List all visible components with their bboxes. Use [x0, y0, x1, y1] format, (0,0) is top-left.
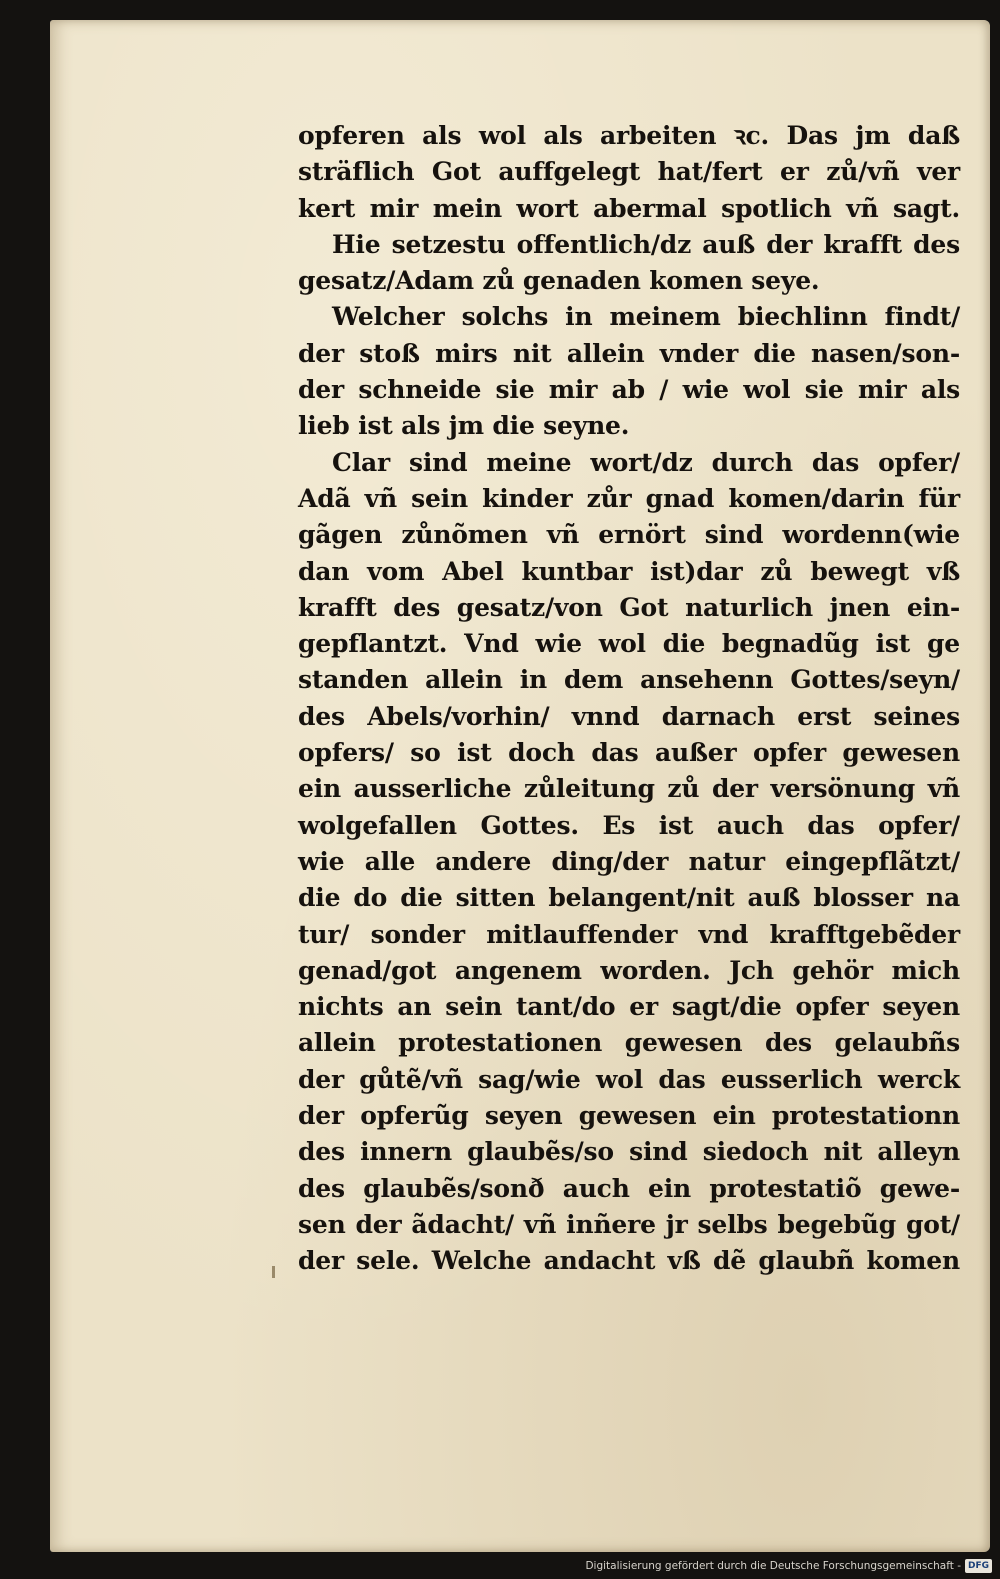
text-line: krafft des gesatz/von Got naturlich jnen ein- — [298, 592, 960, 622]
text-line: Clar sind meine wort/dz durch das opfer/ — [332, 447, 960, 477]
text-line: Welcher solchs in meinem biechlinn findt/ — [332, 302, 960, 332]
text-line: standen allein in dem ansehenn Gottes/seyn/ — [298, 665, 960, 695]
text-line: des glaubẽs/sonð auch ein protestatiõ gewe- — [298, 1173, 960, 1203]
text-line: des innern glaubẽs/so sind siedoch nit alleyn — [298, 1137, 960, 1167]
text-line: allein protestationen gewesen des gelaubñs — [298, 1028, 960, 1058]
text-line: gãgen zůnõmen vñ ernört sind wordenn(wie — [298, 520, 960, 550]
text-line: gesatz/Adam zů genaden komen seye. — [298, 266, 820, 296]
text-line: der stoß mirs nit allein vnder die nasen/son- — [298, 338, 960, 368]
text-line: genad/got angenem worden. Jch gehör mich — [298, 955, 960, 985]
text-line: wolgefallen Gottes. Es ist auch das opfer/ — [298, 810, 960, 840]
text-line: der gůtẽ/vñ sag/wie wol das eusserlich werck — [298, 1064, 960, 1094]
text-line: opfers/ so ist doch das außer opfer gewesen — [298, 738, 960, 768]
text-line: die do die sitten belangent/nit auß blosser na — [298, 883, 960, 913]
footer-credit: Digitalisierung gefördert durch die Deutsche Forschungsgemeinschaft - — [585, 1560, 961, 1572]
text-line: ein ausserliche zůleitung zů der versönung vñ — [298, 774, 960, 804]
text-line: der opferũg seyen gewesen ein protestationn — [298, 1101, 960, 1131]
margin-mark — [272, 1266, 275, 1278]
dfg-logo-icon: DFG — [965, 1559, 992, 1573]
text-line: sen der ãdacht/ vñ inñere jr selbs begebũg got/ — [298, 1209, 960, 1239]
text-line: lieb ist als jm die seyne. — [298, 411, 630, 441]
digitization-footer — [585, 1557, 992, 1575]
text-line: der schneide sie mir ab / wie wol sie mir als — [298, 375, 960, 405]
text-line: kert mir mein wort abermal spotlich vñ sagt. — [298, 193, 960, 223]
page-text — [298, 118, 960, 1280]
text-line: tur/ sonder mitlauffender vnd krafftgebẽder — [298, 919, 960, 949]
text-line: wie alle andere ding/der natur eingepflãtzt/ — [298, 846, 960, 876]
text-line: Hie setzestu offentlich/dz auß der krafft des — [332, 229, 960, 259]
text-line: sträflich Got auffgelegt hat/fert er zů/vñ ver — [298, 157, 960, 187]
text-line: dan vom Abel kuntbar ist)dar zů bewegt vß — [298, 556, 960, 586]
text-line: opferen als wol als arbeiten ꝛc. Das jm daß — [298, 121, 960, 150]
text-line: der sele. Welche andacht vß dẽ glaubñ komen — [298, 1246, 960, 1276]
text-line: des Abels/vorhin/ vnnd darnach erst seines — [298, 701, 960, 731]
text-line: Adã vñ sein kinder zůr gnad komen/darin für — [298, 483, 960, 513]
text-line: gepflantzt. Vnd wie wol die begnadũg ist ge — [298, 629, 960, 659]
text-line: nichts an sein tant/do er sagt/die opfer seyen — [298, 992, 960, 1022]
